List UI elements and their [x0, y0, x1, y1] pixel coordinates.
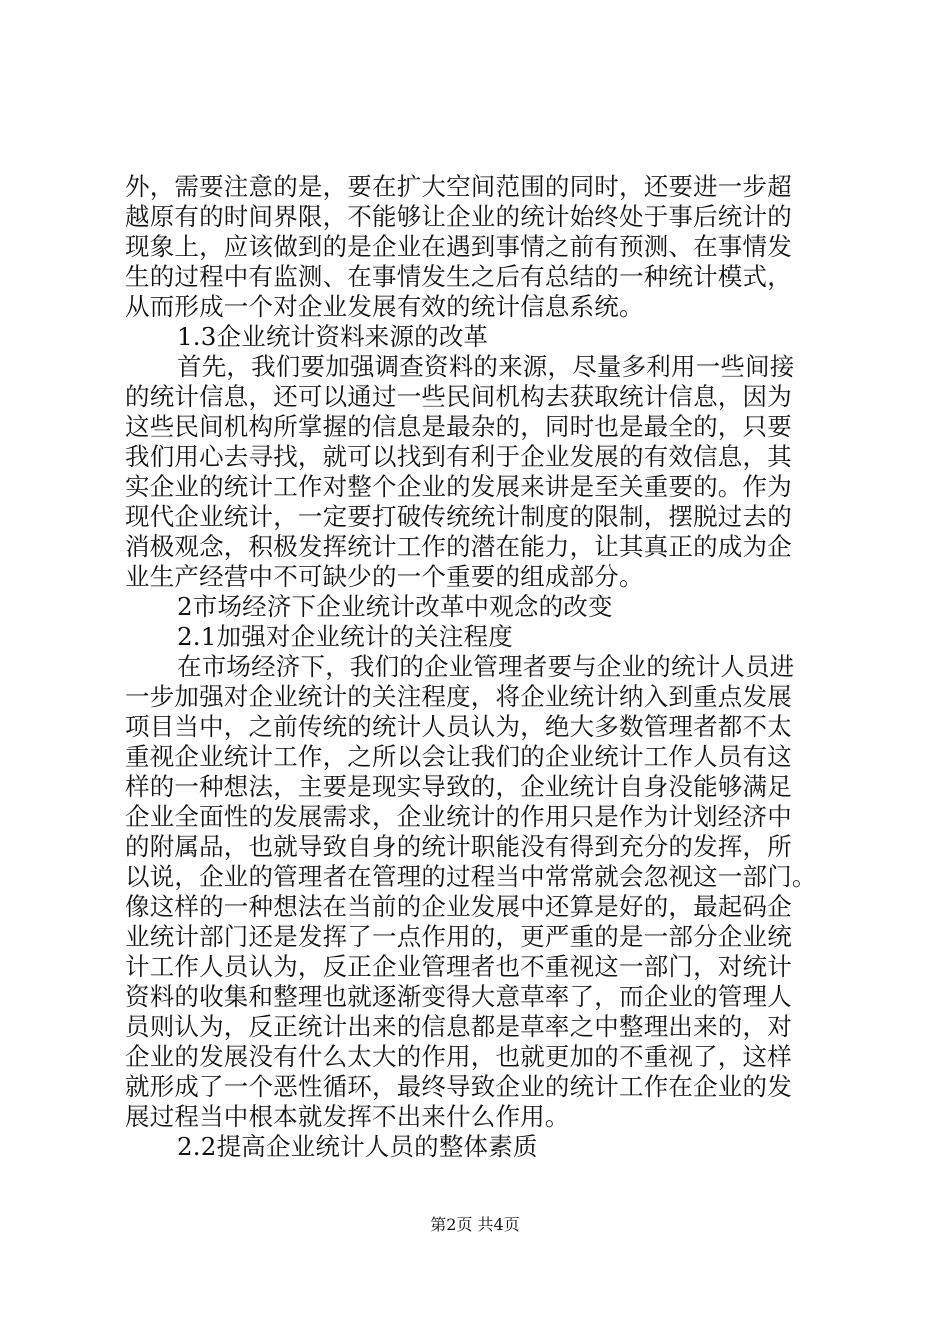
- text-line: 越原有的时间界限，不能够让企业的统计始终处于事后统计的: [125, 202, 792, 231]
- text-line: 2.1加强对企业统计的关注程度: [177, 622, 513, 651]
- text-line: 2市场经济下企业统计改革中观念的改变: [177, 592, 613, 621]
- text-line: 业统计部门还是发挥了一点作用的，更严重的是一部分企业统: [125, 922, 792, 951]
- text-line: 就形成了一个恶性循环，最终导致企业的统计工作在企业的发: [125, 1072, 792, 1101]
- text-line: 实企业的统计工作对整个企业的发展来讲是至关重要的。作为: [125, 472, 792, 501]
- text-line: 一步加强对企业统计的关注程度，将企业统计纳入到重点发展: [125, 682, 792, 711]
- text-line: 消极观念，积极发挥统计工作的潜在能力，让其真正的成为企: [125, 532, 792, 561]
- text-line: 现象上，应该做到的是企业在遇到事情之前有预测、在事情发: [125, 232, 792, 261]
- text-line: 企业全面性的发展需求，企业统计的作用只是作为计划经济中: [125, 802, 792, 831]
- page-footer: 第2页 共4页: [430, 1215, 520, 1234]
- text-line: 重视企业统计工作，之所以会让我们的企业统计工作人员有这: [125, 742, 792, 771]
- text-line: 我们用心去寻找，就可以找到有利于企业发展的有效信息，其: [125, 442, 792, 471]
- text-line: 从而形成一个对企业发展有效的统计信息系统。: [125, 292, 644, 321]
- text-line: 现代企业统计，一定要打破传统统计制度的限制，摆脱过去的: [125, 502, 792, 531]
- text-line: 生的过程中有监测、在事情发生之后有总结的一种统计模式，: [125, 262, 792, 291]
- text-line: 资料的收集和整理也就逐渐变得大意草率了，而企业的管理人: [125, 982, 792, 1011]
- text-line: 的附属品，也就导致自身的统计职能没有得到充分的发挥，所: [125, 832, 792, 861]
- text-line: 1.3企业统计资料来源的改革: [177, 322, 489, 351]
- text-line: 在市场经济下，我们的企业管理者要与企业的统计人员进: [177, 652, 795, 681]
- text-line: 以说，企业的管理者在管理的过程当中常常就会忽视这一部门。: [125, 862, 817, 891]
- text-line: 展过程当中根本就发挥不出来什么作用。: [125, 1102, 570, 1131]
- text-line: 样的一种想法，主要是现实导致的，企业统计自身没能够满足: [125, 772, 792, 801]
- text-line: 2.2提高企业统计人员的整体素质: [177, 1132, 538, 1161]
- text-line: 计工作人员认为，反正企业管理者也不重视这一部门，对统计: [125, 952, 792, 981]
- text-line: 像这样的一种想法在当前的企业发展中还算是好的，最起码企: [125, 892, 792, 921]
- document-body: [125, 172, 835, 1162]
- text-line: 的统计信息，还可以通过一些民间机构去获取统计信息，因为: [125, 382, 792, 411]
- text-line: 项目当中，之前传统的统计人员认为，绝大多数管理者都不太: [125, 712, 792, 741]
- text-line: 员则认为，反正统计出来的信息都是草率之中整理出来的，对: [125, 1012, 792, 1041]
- text-line: 外，需要注意的是，要在扩大空间范围的同时，还要进一步超: [125, 172, 792, 201]
- text-line: 企业的发展没有什么太大的作用，也就更加的不重视了，这样: [125, 1042, 792, 1071]
- text-line: 这些民间机构所掌握的信息是最杂的，同时也是最全的，只要: [125, 412, 792, 441]
- text-line: 业生产经营中不可缺少的一个重要的组成部分。: [125, 562, 644, 591]
- text-line: 首先，我们要加强调查资料的来源，尽量多利用一些间接: [177, 352, 795, 381]
